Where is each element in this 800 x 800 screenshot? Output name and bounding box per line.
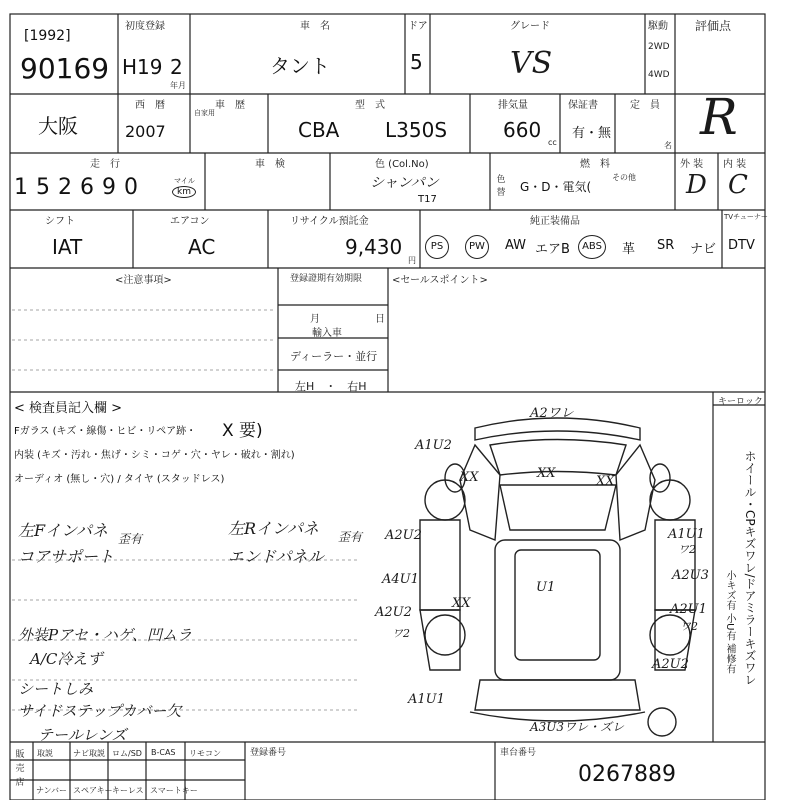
equip-leather: 革 — [622, 242, 636, 257]
item-bcas: B-CAS — [151, 748, 176, 757]
drive-label: 駆動 — [648, 21, 668, 32]
reg-number-label: 登録番号 — [250, 748, 287, 758]
equip-navi: ナビ — [690, 242, 717, 257]
equip-pw: PW — [465, 235, 489, 259]
mark-a1u2-front-left: A1U2 — [415, 438, 452, 453]
year-unit: 年 — [170, 81, 178, 90]
equip-airbag: エアB — [535, 242, 570, 257]
recycle-fee: 9,430 — [345, 235, 403, 259]
bracket-note-1: 歪有 — [118, 532, 143, 546]
inspector-title: < 検査員記入欄 > — [14, 401, 123, 416]
model-prefix: CBA — [298, 118, 340, 142]
mark-a4u1: A4U1 — [382, 572, 419, 587]
item-keyless: キーレス — [112, 786, 144, 795]
side-sub-text: 小キズ有 小U有 補修有 — [724, 570, 735, 674]
mark-a2u2-left: A2U2 — [385, 528, 422, 543]
first-reg-label: 初度登録 — [125, 21, 165, 32]
item-navi-manual: ナビ取説 — [73, 749, 105, 758]
western-year: 2007 — [125, 122, 166, 141]
glass-line: Fガラス (キズ・線傷・ヒビ・リペア跡・ — [14, 426, 197, 437]
item-remote: リモコン — [189, 749, 221, 758]
equip-aw: AW — [505, 238, 527, 253]
fuel-options: G・D・電気( — [520, 180, 592, 194]
ac-value: AC — [188, 235, 216, 259]
note-ac: A/C冷えず — [30, 650, 103, 668]
history-label: 車 歴 — [215, 100, 245, 111]
glass-mark: X 要) — [222, 421, 263, 441]
item-smart-key: スマートキー — [150, 786, 198, 795]
dealer-label: ディーラー・並行 — [290, 350, 378, 363]
drive-4wd: 4WD — [648, 70, 670, 80]
item-manual: 取説 — [37, 749, 53, 758]
mark-a1u1-right: A1U1 — [668, 527, 705, 542]
mark-a2u3: A2U3 — [672, 568, 709, 583]
region: 大阪 — [38, 114, 78, 138]
score-label: 評価点 — [695, 19, 732, 33]
score-value: R — [700, 88, 738, 146]
reg-day: 日 — [375, 314, 385, 325]
steering: 左H ・ 右H — [295, 380, 367, 393]
mark-a2u1: A2U1 — [670, 602, 707, 617]
key-lock-label: キーロック — [718, 397, 763, 407]
exterior-grade: D — [686, 170, 707, 200]
displacement-label: 排気量 — [498, 100, 528, 111]
first-reg-era: H19 — [122, 55, 163, 79]
sales-label: 販売店 — [15, 750, 25, 788]
door-label: ドア — [408, 21, 428, 32]
drive-2wd: 2WD — [648, 42, 670, 52]
reg-month: 月 — [310, 314, 320, 325]
mileage-unit-mile: マイル — [174, 177, 195, 185]
tv-label: TVチューナー — [724, 213, 768, 221]
mark-xx-3: XX — [596, 474, 615, 489]
bracket-note-2: 歪有 — [338, 530, 363, 544]
mark-front-a2-crack: A2ワレ — [530, 406, 574, 421]
equip-abs: ABS — [578, 235, 606, 259]
mark-xx-2: XX — [537, 466, 556, 481]
exterior-label: 外 装 — [680, 159, 704, 170]
mark-wa2-right-1: ワ2 — [678, 543, 696, 556]
note-end-panel: エンドパネル — [228, 547, 324, 566]
door-count: 5 — [410, 50, 423, 74]
first-reg-month: 2 — [170, 55, 183, 79]
yen-unit: 円 — [408, 256, 416, 265]
side-vertical-text: ホイール・CPキズワレ/ドアミラーキズワレ — [743, 450, 757, 686]
mark-xx-4: XX — [452, 596, 471, 611]
color-change-label: 色替 — [496, 175, 506, 198]
mark-a2u2-rear-left: A2U2 — [375, 605, 412, 620]
western-year-label: 西 暦 — [135, 100, 165, 111]
note-left-r-panel: 左Rインパネ — [228, 519, 319, 538]
audio-line: オーディオ (無し・穴) / タイヤ (スタッドレス) — [14, 474, 225, 485]
grade-label: グレード — [510, 21, 550, 32]
note-left-f-panel: 左Fインパネ — [18, 521, 108, 540]
note-exterior: 外装Pアセ・ハゲ、凹ムラ — [18, 626, 192, 644]
chassis-label: 車台番号 — [500, 748, 537, 758]
item-number: ナンバー — [36, 786, 68, 795]
capacity-unit: 名 — [664, 141, 672, 150]
warranty: 有・無 — [572, 126, 612, 141]
color-value: シャンパン — [370, 175, 439, 191]
displacement: 660 — [503, 118, 542, 142]
model-code: L350S — [385, 118, 448, 142]
item-rom-sd: ロム/SD — [112, 749, 142, 758]
month-unit: 月 — [178, 81, 186, 90]
fuel-label: 燃 料 — [580, 159, 610, 170]
interior-grade: C — [728, 170, 748, 200]
history-sub: 自家用 — [194, 109, 215, 117]
note-tail-lens: テールレンズ — [38, 726, 127, 744]
equip-dtv: DTV — [728, 238, 755, 253]
color-code: T17 — [418, 194, 437, 205]
ac-label: エアコン — [170, 216, 210, 227]
registration-label: 登録證期有効期限 — [290, 274, 363, 284]
mark-wa2-right-2: ワ2 — [680, 620, 698, 633]
mileage-unit-km: km — [172, 186, 196, 198]
recycle-label: リサイクル預託金 — [290, 216, 369, 227]
interior-line: 内装 (キズ・汚れ・焦げ・シミ・コゲ・穴・ヤレ・破れ・割れ) — [14, 450, 295, 461]
item-spare-key: スペアキー — [73, 786, 113, 795]
warranty-label: 保証書 — [568, 100, 598, 111]
note-seat: シートしみ — [18, 680, 94, 698]
shift-label: シフト — [45, 216, 75, 227]
equip-ps: PS — [425, 235, 449, 259]
mark-a3u3-rear: A3U3ワレ・ズレ — [530, 720, 625, 734]
equip-sr: SR — [657, 238, 675, 253]
mark-xx-1: XX — [460, 470, 479, 485]
fuel-other: その他 — [612, 173, 636, 182]
note-side-step: サイドステップカバー欠 — [18, 702, 182, 720]
grade-value: VS — [510, 46, 553, 81]
front-bumper — [475, 418, 640, 440]
mileage-digits: 152690 — [14, 175, 146, 200]
cc-unit: cc — [548, 138, 557, 147]
car-name: タント — [270, 54, 330, 78]
equipment-label: 純正装備品 — [530, 216, 580, 227]
shift-value: IAT — [52, 235, 83, 259]
chassis-number: 0267889 — [578, 762, 676, 787]
interior-label: 内 装 — [723, 159, 747, 170]
inspection-label: 車 検 — [255, 159, 285, 170]
mark-a1u1-rear: A1U1 — [408, 692, 445, 707]
note-core-support: コアサポート — [18, 547, 115, 566]
year-bracket: [1992] — [24, 28, 71, 44]
mark-a2u2-rear-right: A2U2 — [652, 657, 689, 672]
import-label: 輸入車 — [312, 328, 342, 339]
lot-number: 90169 — [20, 52, 110, 85]
car-name-label: 車 名 — [300, 21, 330, 32]
capacity-label: 定 員 — [630, 100, 660, 111]
sales-point-label: <セールスポイント> — [392, 275, 488, 286]
mark-u1-roof: U1 — [536, 580, 556, 595]
mark-wa2-left: ワ2 — [392, 627, 410, 640]
color-label: 色 (Col.No) — [375, 159, 429, 170]
mileage-label: 走 行 — [90, 159, 120, 170]
model-label: 型 式 — [355, 100, 385, 111]
caution-label: <注意事項> — [115, 275, 172, 286]
